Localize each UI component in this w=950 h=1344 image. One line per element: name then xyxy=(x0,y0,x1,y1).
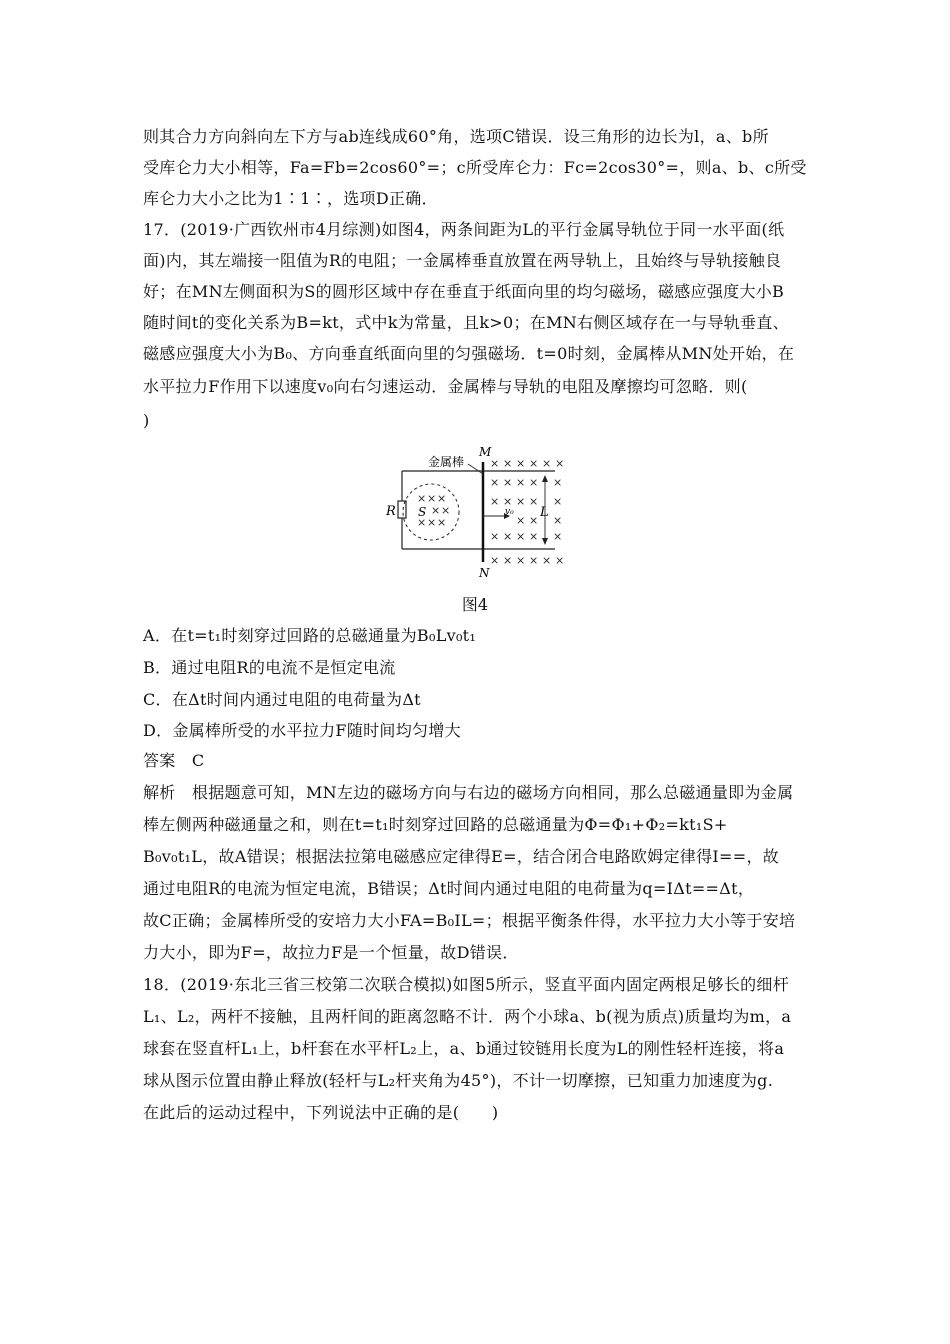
cross-mark: × xyxy=(417,516,427,529)
cross-mark: × xyxy=(427,516,437,529)
width-arrow-head-bottom xyxy=(542,538,548,545)
label-v0: v₀ xyxy=(505,507,514,517)
text-line: 球从图示位置由静止释放(轻杆与L₂杆夹角为45°)，不计一切摩擦，已知重力加速度为g. xyxy=(143,1071,774,1090)
cross-mark: × xyxy=(441,504,451,517)
rod-pointer-line xyxy=(468,464,483,474)
text-line: 好；在MN左侧面积为S的圆形区域中存在垂直于纸面向里的均匀磁场，磁感应强度大小B xyxy=(143,282,785,301)
text-line: 随时间t的变化关系为B=kt，式中k为常量，且k>0；在MN右侧区域存在一与导轨垂直、 xyxy=(143,313,789,332)
cross-mark: × xyxy=(516,476,526,489)
cross-mark: × xyxy=(490,530,500,543)
cross-mark: × xyxy=(516,514,526,527)
label-R: R xyxy=(386,504,396,519)
cross-mark: × xyxy=(516,495,526,508)
cross-mark: × xyxy=(437,516,447,529)
cross-mark: × xyxy=(516,530,526,543)
label-M: M xyxy=(479,445,492,459)
analysis-line: 棒左侧两种磁通量之和，则在t=t₁时刻穿过回路的总磁通量为Φ=Φ₁+Φ₂=kt₁S+ xyxy=(143,815,728,834)
cross-mark: × xyxy=(529,457,539,470)
option-a: A．在t=t₁时刻穿过回路的总磁通量为B₀Lv₀t₁ xyxy=(143,626,477,645)
cross-mark: × xyxy=(542,554,552,567)
question-17-title: 17．(2019·广西钦州市4月综测)如图4，两条间距为L的平行金属导轨位于同一水平面(纸 xyxy=(143,220,785,239)
cross-mark: × xyxy=(503,457,513,470)
cross-mark: × xyxy=(542,457,552,470)
label-L: L xyxy=(540,505,549,520)
text-line: 则其合力方向斜向左下方与ab连线成60°角，选项C错误．设三角形的边长为l，a、b所 xyxy=(143,127,769,146)
analysis-line: 解析 根据题意可知，MN左边的磁场方向与右边的磁场方向相同，那么总磁通量即为金属 xyxy=(143,783,794,802)
label-metal-rod: 金属棒 xyxy=(428,455,465,469)
label-N: N xyxy=(479,566,490,580)
analysis-line: 故C正确；金属棒所受的安培力大小FA=B₀IL=；根据平衡条件得，水平拉力大小等于安培 xyxy=(143,911,796,930)
text-line: 面)内，其左端接一阻值为R的电阻；一金属棒垂直放置在两导轨上，且始终与导轨接触良 xyxy=(143,251,782,270)
label-S: S xyxy=(418,505,427,519)
figure-caption: 图4 xyxy=(461,595,489,614)
width-arrow-head-top xyxy=(542,475,548,482)
cross-mark: × xyxy=(553,530,563,543)
cross-mark: × xyxy=(553,476,563,489)
text-line: ) xyxy=(143,411,150,430)
cross-mark: × xyxy=(503,476,513,489)
cross-mark: × xyxy=(503,554,513,567)
analysis-line: B₀v₀t₁L，故A错误；根据法拉第电磁感应定律得E=，结合闭合电路欧姆定律得I==，故 xyxy=(143,847,780,866)
text-line: 在此后的运动过程中，下列说法中正确的是( ) xyxy=(143,1103,499,1122)
cross-mark: × xyxy=(490,457,500,470)
text-line: 水平拉力F作用下以速度v₀向右匀速运动．金属棒与导轨的电阻及摩擦均可忽略．则( xyxy=(143,377,748,396)
cross-mark: × xyxy=(490,554,500,567)
cross-mark: × xyxy=(555,554,565,567)
figure-4-diagram xyxy=(380,440,580,590)
cross-mark: × xyxy=(490,476,500,489)
cross-mark: × xyxy=(516,457,526,470)
text-line: 球套在竖直杆L₁上，b杆套在水平杆L₂上，a、b通过铰链用长度为L的刚性轻杆连接，将a xyxy=(143,1039,785,1058)
text-line: 磁感应强度大小为B₀、方向垂直纸面向里的匀强磁场．t=0时刻，金属棒从MN处开始，在 xyxy=(143,344,795,363)
cross-mark: × xyxy=(529,530,539,543)
text-line: L₁、L₂，两杆不接触，且两杆间的距离忽略不计．两个小球a、b(视为质点)质量均为m，a xyxy=(143,1007,792,1026)
cross-mark: × xyxy=(417,492,427,505)
cross-mark: × xyxy=(503,495,513,508)
answer-line: 答案 C xyxy=(143,751,205,770)
cross-mark: × xyxy=(529,495,539,508)
field-crosses xyxy=(490,457,564,567)
analysis-line: 通过电阻R的电流为恒定电流，B错误；Δt时间内通过电阻的电荷量为q=IΔt==Δt， xyxy=(143,879,755,898)
cross-mark: × xyxy=(503,530,513,543)
cross-mark: × xyxy=(490,495,500,508)
text-line: 库仑力大小之比为1∶1∶，选项D正确． xyxy=(143,189,438,208)
question-18-title: 18．(2019·东北三省三校第二次联合模拟)如图5所示，竖直平面内固定两根足够长的细杆 xyxy=(143,975,790,994)
cross-mark: × xyxy=(553,495,563,508)
cross-mark: × xyxy=(529,554,539,567)
option-c: C．在Δt时间内通过电阻的电荷量为Δt xyxy=(143,690,421,709)
text-line: 受库仑力大小相等，Fa=Fb=2cos60°=；c所受库仑力：Fc=2cos30°=，则a、b、c所受 xyxy=(143,158,807,177)
option-d: D．金属棒所受的水平拉力F随时间均匀增大 xyxy=(143,721,461,740)
cross-mark: × xyxy=(427,492,437,505)
cross-mark: × xyxy=(555,457,565,470)
cross-mark: × xyxy=(529,476,539,489)
cross-mark: × xyxy=(529,514,539,527)
cross-mark: × xyxy=(437,492,447,505)
analysis-line: 力大小，即为F=，故拉力F是一个恒量，故D错误． xyxy=(143,943,519,962)
cross-mark: × xyxy=(431,504,441,517)
option-b: B．通过电阻R的电流不是恒定电流 xyxy=(143,658,396,677)
cross-mark: × xyxy=(516,554,526,567)
cross-mark: × xyxy=(553,514,563,527)
